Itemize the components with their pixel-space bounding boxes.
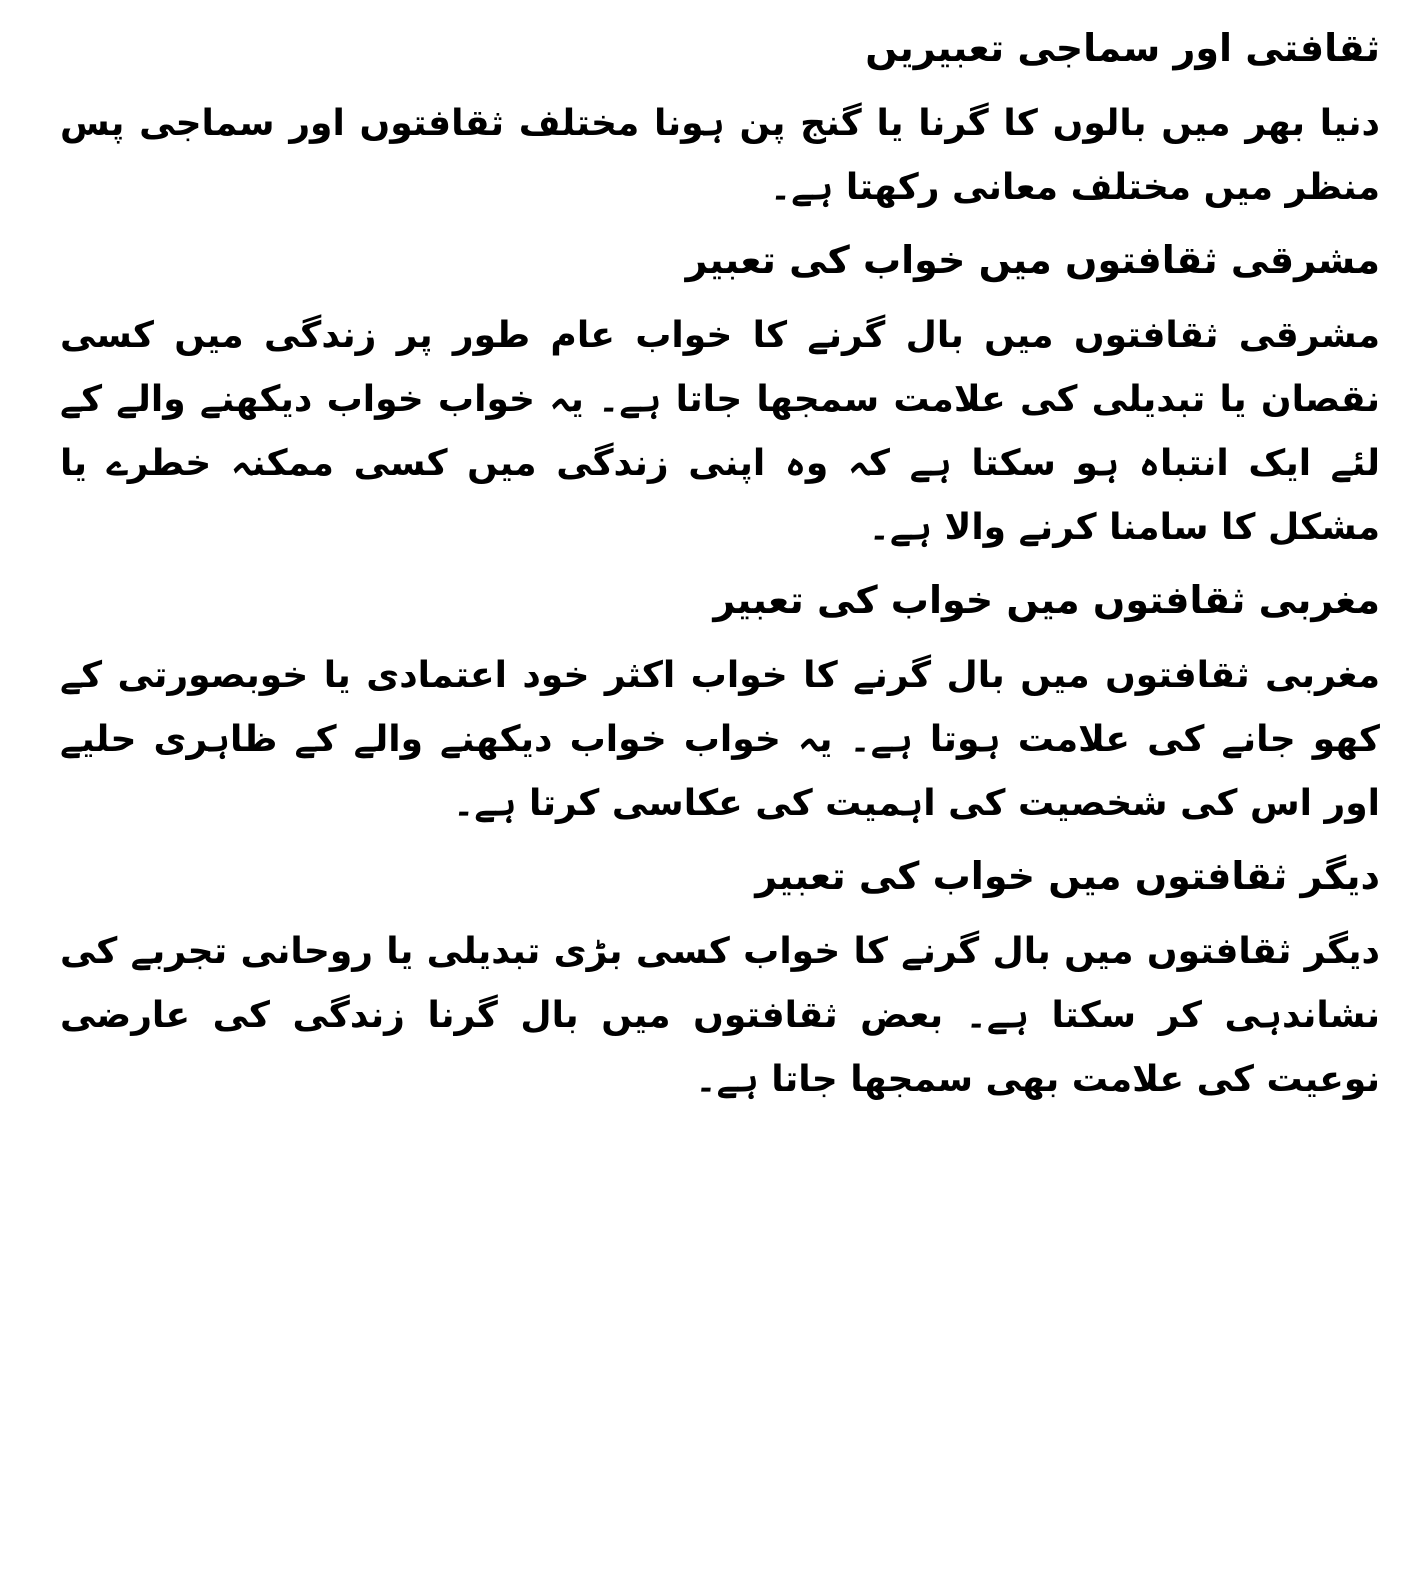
section-paragraph-western-cultures: مغربی ثقافتوں میں بال گرنے کا خواب اکثر خود اعتمادی یا خوبصورتی کے کھو جانے کی علامت ہوتا ہے۔ یہ خواب خواب دیکھنے والے کے ظاہری حلیے اور اس کی شخصیت کی اہمیت کی عکاسی کرتا ہے۔: [60, 655, 1380, 824]
section-paragraph-cultural-social: دنیا بھر میں بالوں کا گرنا یا گنج پن ہونا مختلف ثقافتوں اور سماجی پس منظر میں مختلف معانی رکھتا ہے۔: [60, 103, 1380, 208]
section-paragraph-eastern-cultures: مشرقی ثقافتوں میں بال گرنے کا خواب عام طور پر زندگی میں کسی نقصان یا تبدیلی کی علامت سمجھا جاتا ہے۔ یہ خواب خواب دیکھنے والے کے لئے ایک انتباہ ہو سکتا ہے کہ وہ اپنی زندگی میں کسی ممکنہ خطرے یا مشکل کا سامنا کرنے والا ہے۔: [60, 315, 1380, 548]
section-paragraph-other-cultures: دیگر ثقافتوں میں بال گرنے کا خواب کسی بڑی تبدیلی یا روحانی تجربے کی نشاندہی کر سکتا ہے۔ بعض ثقافتوں میں بال گرنا زندگی کی عارضی نوعیت کی علامت بھی سمجھا جاتا ہے۔: [60, 931, 1380, 1100]
section-heading-eastern-cultures: مشرقی ثقافتوں میں خواب کی تعبیر: [685, 238, 1380, 282]
section-heading-other-cultures: دیگر ثقافتوں میں خواب کی تعبیر: [755, 854, 1380, 898]
section-heading-western-cultures: مغربی ثقافتوں میں خواب کی تعبیر: [713, 578, 1380, 622]
section-heading-cultural-social: ثقافتی اور سماجی تعبیریں: [865, 26, 1380, 70]
